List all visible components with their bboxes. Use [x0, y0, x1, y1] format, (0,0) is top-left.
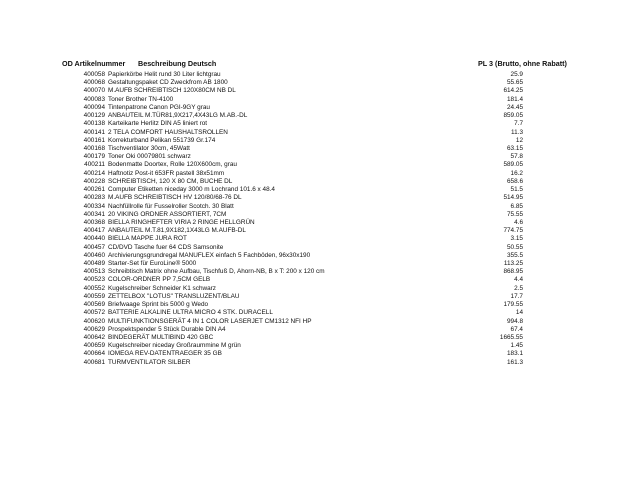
description-cell: ANBAUTEIL M.T.81,9X182,1X43LG M.AUFB-DL [108, 227, 246, 235]
description-cell: Toner Brother TN-4100 [108, 95, 174, 103]
price-cell: 868.95 [503, 268, 523, 276]
description-cell: Gestaltungspaket CD Zweckfrom AB 1800 [108, 79, 228, 87]
table-row [0, 293, 640, 301]
article-number-cell: 400214 [83, 169, 105, 177]
table-row [0, 96, 640, 104]
table-row [0, 170, 640, 178]
description-cell: ANBAUTEIL M.TÜR81,9X217,4X43LG M.AB.-DL [108, 112, 248, 120]
description-cell: IOMEGA REV-DATENTRAEGER 35 GB [108, 350, 222, 358]
table-row [0, 285, 640, 293]
price-cell: 183.1 [507, 350, 523, 358]
price-cell: 7.7 [514, 120, 523, 128]
article-number-cell: 400168 [83, 144, 105, 152]
table-row [0, 268, 640, 276]
article-number-cell: 400129 [83, 112, 105, 120]
article-number-cell: 400489 [83, 260, 105, 268]
price-cell: 50.55 [507, 243, 523, 251]
table-row [0, 112, 640, 120]
article-number-cell: 400572 [83, 309, 105, 317]
article-number-cell: 400138 [83, 120, 105, 128]
article-number-cell: 400457 [83, 243, 105, 251]
article-number-cell: 400334 [83, 202, 105, 210]
price-cell: 514.95 [503, 194, 523, 202]
article-number-cell: 400569 [83, 301, 105, 309]
table-row [0, 342, 640, 350]
table-row [0, 178, 640, 186]
price-cell: 161.3 [507, 358, 523, 366]
article-number-cell: 400659 [83, 342, 105, 350]
description-cell: Bodenmatte Doortex, Rolle 120X600cm, grau [108, 161, 237, 169]
price-cell: 181.4 [507, 95, 523, 103]
article-number-cell: 400094 [83, 103, 105, 111]
description-cell: Karteikarte Herlitz DIN A5 liniert rot [108, 120, 208, 128]
price-cell: 614.25 [503, 87, 523, 95]
description-cell: Prospektspender 5 Stück Durable DIN A4 [108, 325, 226, 333]
description-cell: Archivierungsgrundregal MANUFLEX einfach 5 Fachböden, 96x30x190 [108, 251, 311, 259]
price-cell: 658.6 [507, 177, 523, 185]
article-number-cell: 400083 [83, 95, 105, 103]
price-cell: 12 [515, 136, 523, 144]
table-row [0, 161, 640, 169]
description-cell: Haftnotiz Post-it 653FR pastell 38x51mm [108, 169, 225, 177]
article-number-cell: 400058 [83, 71, 105, 78]
price-cell: 17.7 [510, 292, 523, 300]
table-row [0, 309, 640, 317]
price-cell: 4.6 [514, 218, 523, 226]
price-cell: 4.4 [514, 276, 523, 284]
article-number-cell: 400228 [83, 177, 105, 185]
price-cell: 994.8 [507, 317, 523, 325]
table-row [0, 350, 640, 358]
description-cell: BINDEGERÄT MULTIBIND 420 GBC [108, 334, 214, 341]
price-cell: 774.75 [503, 227, 523, 235]
price-cell: 57.8 [510, 153, 523, 161]
article-number-cell: 400664 [83, 350, 105, 358]
price-cell: 11.3 [511, 128, 523, 136]
price-cell: 51.5 [510, 186, 523, 194]
article-number-cell: 400341 [83, 210, 105, 218]
article-number-cell: 400161 [83, 136, 105, 144]
article-number-cell: 400559 [83, 292, 105, 300]
description-cell: Papierkörbe Helit rund 30 Liter lichtgrau [108, 71, 221, 78]
article-number-cell: 400552 [83, 284, 105, 292]
table-row [0, 326, 640, 334]
article-number-cell: 400070 [83, 87, 105, 95]
table-row [0, 194, 640, 202]
header-article-number: OD Artikelnummer [62, 59, 126, 68]
description-cell: SCHREIBTISCH, 120 X 80 CM, BUCHE DL [108, 177, 233, 185]
description-cell: BIELLA MAPPE JURA ROT [108, 235, 187, 243]
description-cell: M.AUFB SCHREIBTISCH 120X80CM NB DL [108, 87, 236, 95]
table-row [0, 211, 640, 219]
article-number-cell: 400629 [83, 325, 105, 333]
description-cell: 2 TELA COMFORT HAUSHALTSROLLEN [108, 128, 228, 136]
table-row [0, 186, 640, 194]
table-row [0, 79, 640, 87]
price-cell: 14 [515, 309, 523, 317]
description-cell: M.AUFB SCHREIBTISCH HV 120/80/68-76 DL [108, 194, 242, 202]
table-row [0, 252, 640, 260]
price-cell: 16.2 [510, 169, 523, 177]
description-cell: CD/DVD Tasche fuer 64 CDS Samsonite [108, 243, 224, 251]
table-row [0, 260, 640, 268]
description-cell: Toner Oki 00079801 schwarz [108, 153, 191, 161]
table-row [0, 334, 640, 342]
price-table [0, 71, 640, 367]
table-row [0, 145, 640, 153]
description-cell: TURMVENTILATOR SILBER [108, 358, 191, 366]
price-cell: 1.45 [510, 342, 523, 350]
description-cell: Briefwaage Sprint bis 5000 g Wedo [108, 301, 209, 309]
description-cell: Korrekturband Pelikan 551739 Gr.174 [108, 136, 216, 144]
price-cell: 113.25 [503, 260, 523, 268]
article-number-cell: 400681 [83, 358, 105, 366]
header-description: Beschreibung Deutsch [138, 59, 217, 68]
price-cell: 3.15 [510, 235, 523, 243]
price-cell: 55.65 [507, 79, 523, 87]
price-cell: 589.05 [503, 161, 523, 169]
article-number-cell: 400368 [83, 218, 105, 226]
description-cell: Nachfüllrolle für Fusselroller Scotch. 30 Blatt [108, 202, 234, 210]
table-row [0, 129, 640, 137]
description-cell: Tischventilator 30cm, 45Watt [108, 144, 190, 152]
article-number-cell: 400513 [83, 268, 105, 276]
description-cell: Computer Etiketten niceday 3000 m Lochrand 101.6 x 48.4 [108, 186, 275, 194]
description-cell: Schreibtisch Matrix ohne Aufbau, Tischfuß D, Ahorn-NB, B x T: 200 x 120 cm [108, 268, 325, 276]
description-cell: Starter-Set für EuroLine® 5000 [108, 260, 197, 268]
description-cell: 20 VIKING ORDNER ASSORTIERT, 7CM [108, 210, 227, 218]
table-row [0, 153, 640, 161]
price-cell: 1665.55 [499, 334, 523, 341]
article-number-cell: 400211 [84, 161, 105, 169]
header-price: PL 3 (Brutto, ohne Rabatt) [478, 59, 567, 68]
price-cell: 25.9 [510, 71, 523, 78]
table-row [0, 301, 640, 309]
table-row [0, 120, 640, 128]
price-cell: 355.5 [507, 251, 523, 259]
table-row [0, 71, 640, 79]
table-row [0, 219, 640, 227]
article-number-cell: 400523 [83, 276, 105, 284]
description-cell: BIELLA RINGHEFTER VIRIA 2 RINGE HELLGRÜN [108, 218, 255, 226]
price-cell: 179.55 [503, 301, 523, 309]
article-number-cell: 400141 [83, 128, 105, 136]
price-cell: 859.05 [503, 112, 523, 120]
table-row [0, 227, 640, 235]
price-cell: 67.4 [510, 325, 523, 333]
description-cell: Kugelschreiber niceday Großraummine M grün [108, 342, 241, 350]
price-cell: 6.85 [510, 202, 523, 210]
article-number-cell: 400068 [83, 79, 105, 87]
article-number-cell: 400179 [83, 153, 105, 161]
price-cell: 2.5 [514, 284, 523, 292]
price-cell: 63.15 [507, 144, 523, 152]
price-cell: 75.55 [507, 210, 523, 218]
table-row [0, 104, 640, 112]
article-number-cell: 400440 [83, 235, 105, 243]
table-row [0, 235, 640, 243]
description-cell: Tintenpatrone Canon PGI-9GY grau [108, 103, 210, 111]
table-row [0, 203, 640, 211]
article-number-cell: 400261 [83, 186, 105, 194]
article-number-cell: 400417 [83, 227, 105, 235]
article-number-cell: 400460 [83, 251, 105, 259]
table-row [0, 318, 640, 326]
table-row [0, 244, 640, 252]
article-number-cell: 400620 [83, 317, 105, 325]
table-row [0, 87, 640, 95]
table-row [0, 359, 640, 367]
article-number-cell: 400283 [83, 194, 105, 202]
description-cell: BATTERIE ALKALINE ULTRA MICRO 4 STK. DURACELL [108, 309, 273, 317]
table-row [0, 137, 640, 145]
description-cell: Kugelschreiber Schneider K1 schwarz [108, 284, 216, 292]
table-row [0, 276, 640, 284]
description-cell: ZETTELBOX "LOTUS" TRANSLUZENT/BLAU [108, 292, 240, 300]
price-cell: 24.45 [507, 103, 523, 111]
description-cell: MULTIFUNKTIONSGERÄT 4 IN 1 COLOR LASERJET CM1312 NFI HP [108, 317, 312, 325]
article-number-cell: 400642 [83, 334, 105, 341]
description-cell: COLOR-ORDNER PP 7,5CM GELB [108, 276, 211, 284]
